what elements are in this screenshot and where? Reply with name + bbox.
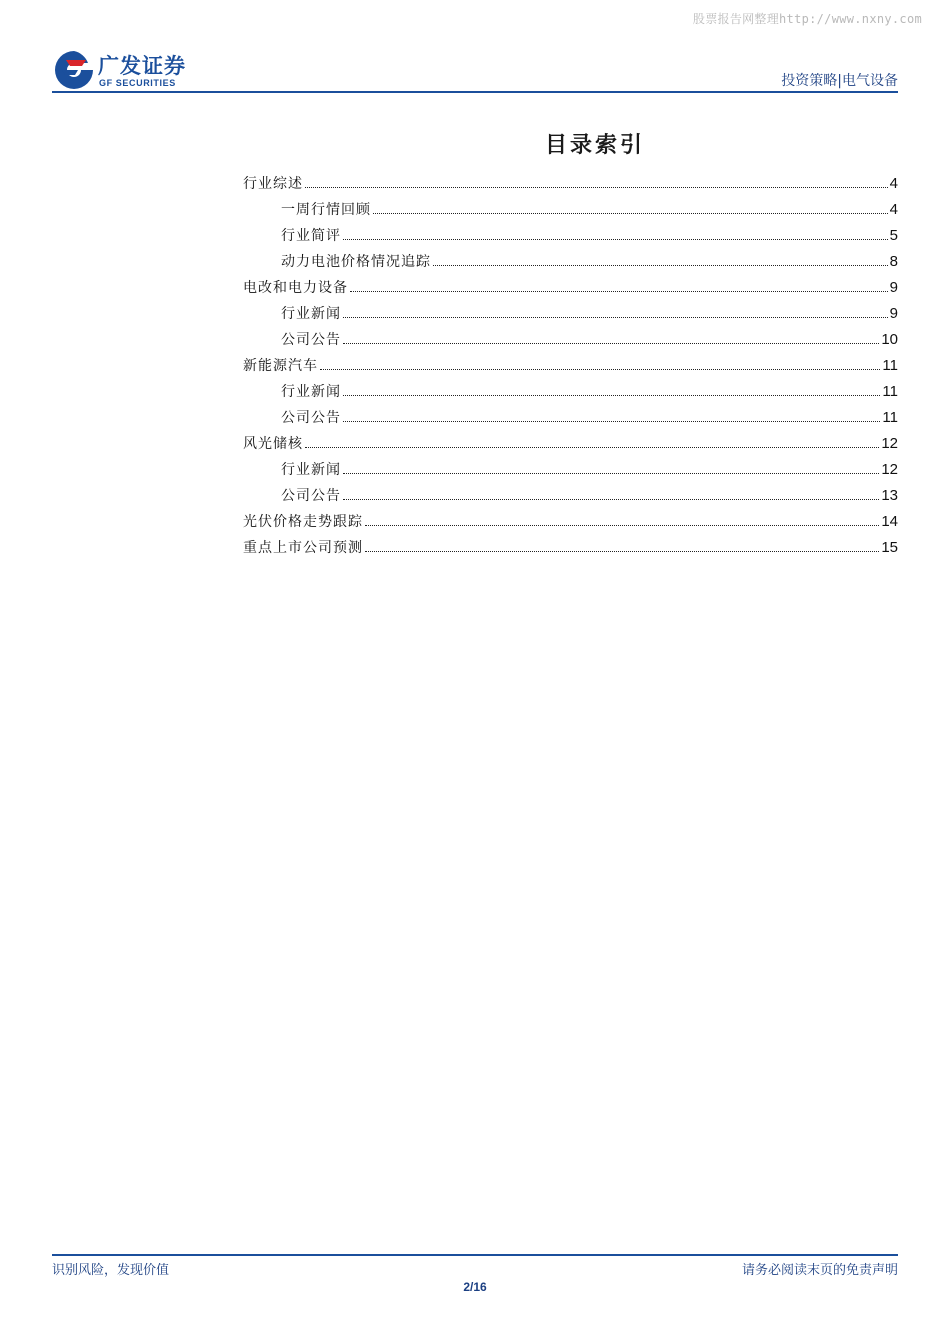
watermark-text: 股票报告网整理http://www.nxny.com	[692, 12, 922, 26]
toc-entry-page: 14	[881, 512, 898, 530]
toc-entry-label: 公司公告	[281, 410, 341, 426]
toc-entry-label: 风光储核	[243, 436, 303, 452]
gf-logo-icon	[52, 48, 96, 92]
toc-leader-dots	[365, 524, 879, 526]
toc-entry[interactable]	[243, 508, 898, 534]
toc-leader-dots	[343, 394, 880, 396]
logo-english-name: GF SECURITIES	[99, 78, 176, 88]
toc-entry-label: 光伏价格走势跟踪	[243, 514, 363, 530]
toc-leader-dots	[350, 290, 888, 292]
toc-entry[interactable]	[243, 404, 898, 430]
toc-entry[interactable]	[243, 196, 898, 222]
toc-entry-label: 电改和电力设备	[243, 280, 348, 296]
toc-entry-label: 一周行情回顾	[281, 202, 371, 218]
toc-entry[interactable]	[243, 274, 898, 300]
toc-leader-dots	[365, 550, 879, 552]
toc-leader-dots	[305, 186, 888, 188]
toc-entry-page: 11	[882, 356, 898, 374]
toc-entry-label: 公司公告	[281, 332, 341, 348]
toc-entry[interactable]	[243, 534, 898, 560]
footer-divider	[52, 1254, 898, 1256]
toc-title: 目录索引	[544, 132, 645, 158]
toc-entry-page: 5	[889, 226, 898, 244]
toc-entry-label: 新能源汽车	[243, 358, 318, 374]
header-category: 投资策略|电气设备	[781, 73, 898, 89]
toc-entry[interactable]	[243, 352, 898, 378]
toc-entry[interactable]	[243, 300, 898, 326]
toc-entry[interactable]	[243, 456, 898, 482]
footer-disclaimer-note: 请务必阅读末页的免责声明	[741, 1263, 898, 1278]
toc-leader-dots	[343, 498, 879, 500]
toc-leader-dots	[343, 238, 888, 240]
toc-entry-label: 行业简评	[281, 228, 341, 244]
toc-entry[interactable]	[243, 326, 898, 352]
footer-slogan: 识别风险，发现价值	[52, 1263, 170, 1278]
toc-entry-label: 行业新闻	[281, 462, 341, 478]
toc-entry-label: 行业新闻	[281, 306, 341, 322]
toc-leader-dots	[343, 342, 879, 344]
toc-entry-label: 行业新闻	[281, 384, 341, 400]
toc-entry-page: 15	[881, 538, 898, 556]
toc-entry[interactable]	[243, 170, 898, 196]
table-of-contents	[243, 170, 898, 560]
toc-entry-page: 13	[881, 486, 898, 504]
toc-entry-page: 9	[889, 278, 898, 296]
toc-leader-dots	[343, 316, 888, 318]
toc-entry[interactable]	[243, 248, 898, 274]
toc-entry-page: 12	[881, 434, 898, 452]
toc-leader-dots	[343, 472, 879, 474]
toc-leader-dots	[343, 420, 880, 422]
toc-leader-dots	[320, 368, 880, 370]
toc-entry[interactable]	[243, 430, 898, 456]
toc-entry-page: 4	[889, 200, 898, 218]
toc-entry-page: 11	[882, 382, 898, 400]
page-number: 2/16	[463, 1280, 487, 1294]
toc-entry-page: 8	[889, 252, 898, 270]
toc-leader-dots	[433, 264, 888, 266]
toc-entry-page: 11	[882, 408, 898, 426]
toc-entry-label: 动力电池价格情况追踪	[281, 254, 431, 270]
header-divider	[52, 91, 898, 93]
toc-leader-dots	[305, 446, 879, 448]
toc-entry-page: 10	[881, 330, 898, 348]
toc-entry-label: 重点上市公司预测	[243, 540, 363, 556]
gf-securities-logo	[52, 48, 212, 92]
toc-entry[interactable]	[243, 482, 898, 508]
toc-entry-page: 12	[881, 460, 898, 478]
toc-entry-page: 9	[889, 304, 898, 322]
toc-entry-label: 行业综述	[243, 176, 303, 192]
logo-chinese-name: 广发证券	[98, 54, 186, 78]
toc-entry-label: 公司公告	[281, 488, 341, 504]
toc-entry[interactable]	[243, 222, 898, 248]
toc-entry-page: 4	[889, 174, 898, 192]
toc-entry[interactable]	[243, 378, 898, 404]
toc-leader-dots	[373, 212, 888, 214]
